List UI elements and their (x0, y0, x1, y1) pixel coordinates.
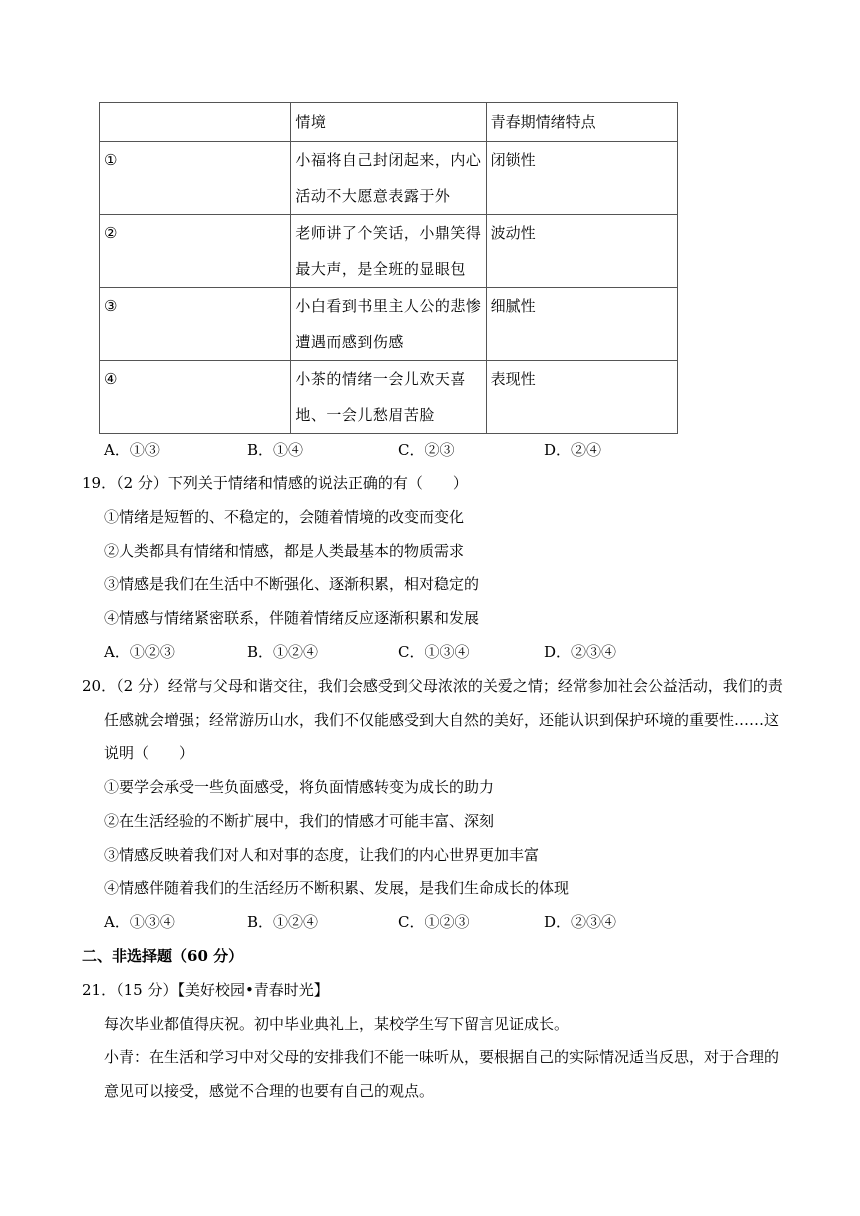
row-trait: 波动性 (486, 215, 677, 288)
q18-option-a: A．①③ (104, 441, 160, 459)
q19-option-d: D．②③④ (544, 643, 617, 661)
q18-option-d: D．②④ (544, 441, 602, 459)
q21-paragraph-2-line1: 小青：在生活和学习中对父母的安排我们不能一味听从，要根据自己的实际情况适当反思，对于合理的 (104, 1048, 780, 1066)
q19-item-1: ①情绪是短暂的、不稳定的，会随着情境的改变而变化 (104, 508, 465, 526)
q19-stem: 19．（2 分）下列关于情绪和情感的说法正确的有（ ） (82, 474, 468, 492)
table-row (100, 288, 678, 361)
q19-option-c: C．①③④ (398, 643, 470, 661)
q20-stem-line3: 说明（ ） (104, 744, 195, 762)
q20-stem-line1: 20．（2 分）经常与父母和谐交往，我们会感受到父母浓浓的关爱之情；经常参加社会公益活动，我们的责 (82, 677, 783, 695)
table-header-cell: 青春期情绪特点 (486, 103, 677, 142)
row-trait: 细腻性 (486, 288, 677, 361)
q20-option-a: A．①③④ (104, 913, 175, 931)
q21-stem: 21．（15 分）【美好校园•青春时光】 (82, 981, 329, 999)
row-number: ② (100, 215, 291, 288)
table-header-cell (100, 103, 291, 142)
row-situation: 小福将自己封闭起来，内心 活动不大愿意表露于外 (291, 142, 486, 215)
row-trait: 闭锁性 (486, 142, 677, 215)
q20-option-c: C．①②③ (398, 913, 470, 931)
q20-stem-line2: 任感就会增强；经常游历山水，我们不仅能感受到大自然的美好，还能认识到保护环境的重要性……这 (104, 711, 780, 729)
row-situation: 老师讲了个笑话，小鼎笑得 最大声，是全班的显眼包 (291, 215, 486, 288)
q19-item-4: ④情感与情绪紧密联系，伴随着情绪反应逐渐积累和发展 (104, 609, 480, 627)
q18-option-c: C．②③ (398, 441, 455, 459)
row-situation: 小白看到书里主人公的悲惨 遭遇而感到伤感 (291, 288, 486, 361)
q20-option-d: D．②③④ (544, 913, 617, 931)
emotion-table (99, 102, 678, 434)
q20-item-2: ②在生活经验的不断扩展中，我们的情感才可能丰富、深刻 (104, 812, 495, 830)
q21-paragraph-1: 每次毕业都值得庆祝。初中毕业典礼上，某校学生写下留言见证成长。 (104, 1015, 570, 1033)
table-row (100, 215, 678, 288)
q20-item-3: ③情感反映着我们对人和对事的态度，让我们的内心世界更加丰富 (104, 846, 540, 864)
q19-option-a: A．①②③ (104, 643, 175, 661)
row-number: ③ (100, 288, 291, 361)
q18-option-b: B．①④ (247, 441, 304, 459)
q20-option-b: B．①②④ (247, 913, 319, 931)
row-situation: 小茶的情绪一会儿欢天喜 地、一会儿愁眉苦脸 (291, 361, 486, 434)
q20-item-1: ①要学会承受一些负面感受，将负面情感转变为成长的助力 (104, 778, 495, 796)
q19-option-b: B．①②④ (247, 643, 319, 661)
table-row (100, 361, 678, 434)
row-trait: 表现性 (486, 361, 677, 434)
table-header-row (100, 103, 678, 142)
row-number: ④ (100, 361, 291, 434)
q19-item-2: ②人类都具有情绪和情感，都是人类最基本的物质需求 (104, 542, 465, 560)
q21-paragraph-2-line2: 意见可以接受，感觉不合理的也要有自己的观点。 (104, 1082, 435, 1100)
table-header-cell: 情境 (291, 103, 486, 142)
q19-item-3: ③情感是我们在生活中不断强化、逐渐积累，相对稳定的 (104, 575, 480, 593)
row-number: ① (100, 142, 291, 215)
section-heading: 二、非选择题（60 分） (82, 947, 244, 965)
q20-item-4: ④情感伴随着我们的生活经历不断积累、发展，是我们生命成长的体现 (104, 879, 570, 897)
table-row (100, 142, 678, 215)
